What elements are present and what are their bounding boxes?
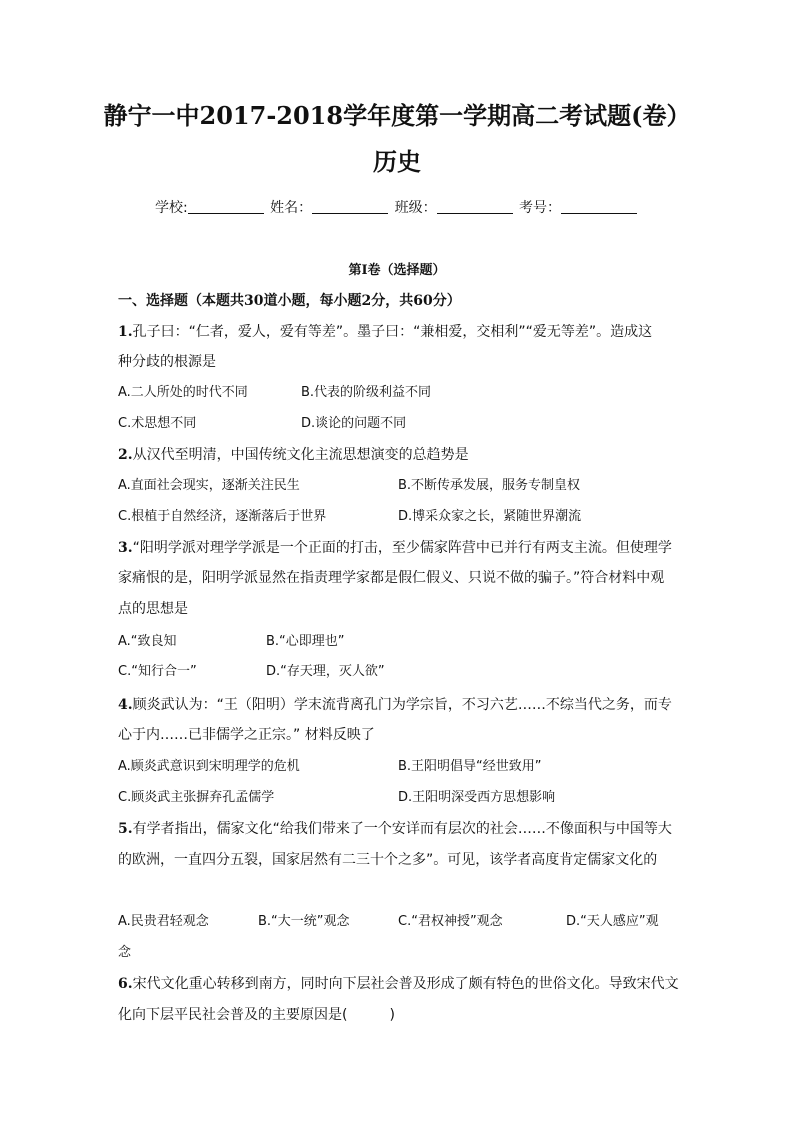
question-5-option-a: A.民贵君轻观念 bbox=[118, 914, 209, 929]
question-2-option-c: C.根植于自然经济，逐渐落后于世界 bbox=[118, 509, 327, 524]
question-5-option-b: B.“大一统”观念 bbox=[258, 914, 350, 929]
question-3-option-a: A.“致良知 bbox=[118, 634, 177, 649]
student-info-row bbox=[0, 197, 794, 217]
question-4-stem-line-2: 心于内……已非儒学之正宗。” 材料反映了 bbox=[118, 727, 375, 743]
question-2-stem: 2.从汉代至明清，中国传统文化主流思想演变的总趋势是 bbox=[118, 447, 469, 463]
subject-title: 历史 bbox=[373, 147, 421, 176]
question-number: 6. bbox=[118, 976, 133, 992]
exam-title: 静宁一中2017-2018学年度第一学期高二考试题(卷） bbox=[103, 101, 691, 130]
section-title: 第I卷（选择题） bbox=[348, 263, 446, 278]
question-1-option-d: D.谈论的问题不同 bbox=[301, 416, 407, 431]
question-3-option-c: C.“知行合一” bbox=[118, 664, 197, 679]
question-4-option-a: A.顾炎武意识到宋明理学的危机 bbox=[118, 759, 300, 774]
name-label: 姓名： bbox=[270, 200, 313, 216]
question-number: 1. bbox=[118, 324, 133, 340]
question-5-option-d: D.“天人感应”观 bbox=[566, 914, 659, 929]
exam-number-label: 考号： bbox=[519, 200, 562, 216]
question-1-stem-line-1: 1.孔子曰：“仁者，爱人，爱有等差”。墨子曰：“兼相爱，交相利”“爱无等差”。造成这 bbox=[118, 324, 653, 340]
class-blank bbox=[437, 199, 513, 214]
question-number: 2. bbox=[118, 447, 133, 463]
question-1-option-c: C.术思想不同 bbox=[118, 416, 197, 431]
question-4-stem-line-1: 4.顾炎武认为：“王（阳明）学末流背离孔门为学宗旨，不习六艺……不综当代之务，而专 bbox=[118, 697, 672, 713]
question-3-option-b: B.“心即理也” bbox=[266, 634, 345, 649]
question-4-option-c: C.顾炎武主张摒弃孔孟儒学 bbox=[118, 790, 275, 805]
question-3-stem-line-3: 点的思想是 bbox=[118, 601, 188, 617]
question-4-option-b: B.王阳明倡导“经世致用” bbox=[398, 759, 542, 774]
question-1-option-a: A.二人所处的时代不同 bbox=[118, 385, 248, 400]
exam-number-blank bbox=[561, 199, 637, 214]
school-label: 学校: bbox=[154, 200, 188, 216]
part-heading: 一、选择题（本题共30道小题，每小题2分，共60分） bbox=[118, 293, 461, 309]
question-2-option-a: A.直面社会现实，逐渐关注民生 bbox=[118, 478, 300, 493]
question-5-option-d-wrap: 念 bbox=[118, 945, 132, 960]
question-number: 4. bbox=[118, 697, 133, 713]
question-5-stem-line-2: 的欧洲，一直四分五裂，国家居然有二三十个之多”。可见，该学者高度肯定儒家文化的 bbox=[118, 852, 658, 868]
question-1-stem-line-2: 种分歧的根源是 bbox=[118, 354, 216, 370]
question-number: 5. bbox=[118, 821, 133, 837]
question-2-option-d: D.博采众家之长，紧随世界潮流 bbox=[398, 509, 582, 524]
question-3-stem-line-1: 3.“阳明学派对理学学派是一个正面的打击，至少儒家阵营中已并行有两支主流。但使理学 bbox=[118, 540, 672, 556]
question-2-option-b: B.不断传承发展，服务专制皇权 bbox=[398, 478, 581, 493]
question-number: 3. bbox=[118, 540, 133, 556]
question-4-option-d: D.王阳明深受西方思想影响 bbox=[398, 790, 556, 805]
question-6-stem-line-2: 化向下层平民社会普及的主要原因是( ) bbox=[118, 1007, 395, 1023]
class-label: 班级： bbox=[394, 200, 437, 216]
question-5-stem-line-1: 5.有学者指出，儒家文化“给我们带来了一个安详而有层次的社会……不像面积与中国等大 bbox=[118, 821, 672, 837]
question-1-option-b: B.代表的阶级利益不同 bbox=[301, 385, 432, 400]
school-blank bbox=[188, 199, 264, 214]
question-5-option-c: C.“君权神授”观念 bbox=[398, 914, 503, 929]
name-blank bbox=[312, 199, 388, 214]
question-3-option-d: D.“存天理，灭人欲” bbox=[266, 664, 385, 679]
question-6-stem-line-1: 6.宋代文化重心转移到南方，同时向下层社会普及形成了颇有特色的世俗文化。导致宋代文 bbox=[118, 976, 679, 992]
question-3-stem-line-2: 家痛恨的是，阳明学派显然在指责理学家都是假仁假义、只说不做的骗子。”符合材料中观 bbox=[118, 570, 665, 586]
